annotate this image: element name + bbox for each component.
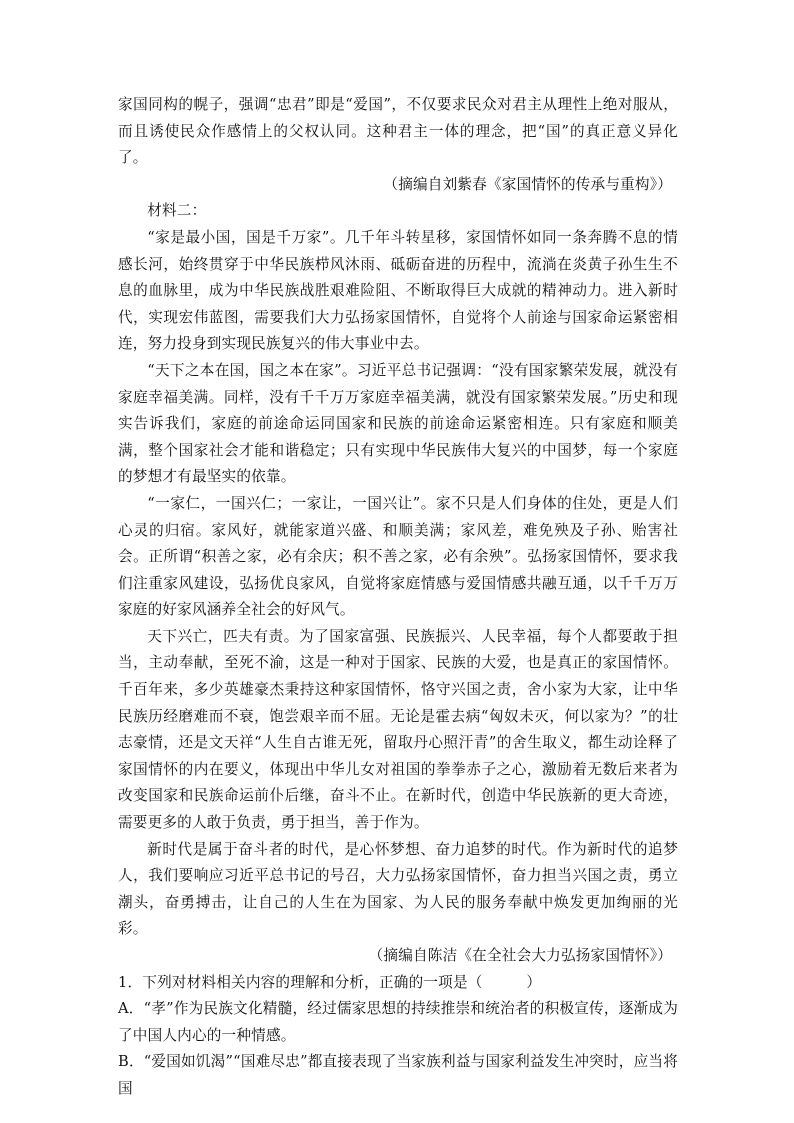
body-paragraph: 天下兴亡，匹夫有责。为了国家富强、民族振兴、人民幸福，每个人都要敢于担当，主动奉献，至死不渝，这是一种对于国家、民族的大爱，也是真正的家国情怀。千百年来，多少英雄豪杰秉持这种家国情怀，恪守兴国之责，舍小家为大家，让中华民族历经磨难而不衰，饱尝艰辛而不屈。无论是霍去病“匈奴未灭，何以家为？”的壮志豪情，还是文天祥“人生自古谁无死，留取丹心照汗青”的舍生取义，都生动诠释了家国情怀的内在要义，体现出中华儿女对祖国的拳拳赤子之心，激励着无数后来者为改变国家和民族命运前仆后继，奋斗不止。在新时代，创造中华民族新的更大奇迹，需要更多的人敢于负责，勇于担当，善于作为。 — [118, 627, 678, 832]
source-citation-1: （摘编自刘紫春《家国情怀的传承与重构》） — [383, 175, 672, 193]
option-b: B．“爱国如饥渴”“国难尽忠”都直接表现了当家族利益与国家利益发生冲突时，应当将国 — [118, 1053, 678, 1097]
question-stem-close: ） — [526, 973, 542, 991]
material-2-heading: 材料二： — [147, 202, 207, 220]
continuation-paragraph: 家国同构的幌子，强调“忠君”即是“爱国”，不仅要求民众对君主从理性上绝对服从，而且诱使民众作感情上的父权认同。这种君主一体的理念，把“国”的真正意义异化了。 — [118, 96, 678, 167]
body-paragraph: 新时代是属于奋斗者的时代，是心怀梦想、奋力追梦的时代。作为新时代的追梦人，我们要响应习近平总书记的号召，大力弘扬家国情怀，奋力担当兴国之责，勇立潮头，奋勇搏击，让自己的人生在为国家、为人民的服务奉献中焕发更加绚丽的光彩。 — [118, 840, 678, 938]
body-paragraph: “家是最小国，国是千万家”。几千年斗转星移，家国情怀如同一条奔腾不息的情感长河，始终贯穿于中华民族栉风沐雨、砥砺奋进的历程中，流淌在炎黄子孙生生不息的血脉里，成为中华民族战胜艰难险阻、不断取得巨大成就的精神动力。进入新时代，实现宏伟蓝图，需要我们大力弘扬家国情怀，自觉将个人前途与国家命运紧密相连，努力投身到实现民族复兴的伟大事业中去。 — [118, 228, 678, 353]
document-page — [118, 92, 678, 1103]
question-stem-text: 1．下列对材料相关内容的理解和分析，正确的一项是（ — [118, 973, 483, 991]
source-citation-2: （摘编自陈洁《在全社会大力弘扬家国情怀》） — [368, 947, 672, 964]
option-a: A．“孝”作为民族文化精髓，经过儒家思想的持续推崇和统治者的积极宣传，逐渐成为了中国人内心的一种情感。 — [118, 1000, 678, 1044]
question-1-stem — [118, 970, 678, 997]
body-paragraph: “天下之本在国，国之本在家”。习近平总书记强调：“没有国家繁荣发展，就没有家庭幸福美满。同样，没有千千万万家庭幸福美满，就没有国家繁荣发展。”历史和现实告诉我们，家庭的前途命运同国家和民族的前途命运紧密相连。只有家庭和顺美满，整个国家社会才能和谐稳定；只有实现中华民族伟大复兴的中国梦，每一个家庭的梦想才有最坚实的依靠。 — [118, 361, 678, 486]
body-paragraph: “一家仁，一国兴仁；一家让，一国兴让”。家不只是人们身体的住处，更是人们心灵的归宿。家风好，就能家道兴盛、和顺美满；家风差，难免殃及子孙、贻害社会。正所谓“积善之家，必有余庆；积不善之家，必有余殃”。弘扬家国情怀，要求我们注重家风建设，弘扬优良家风，自觉将家庭情感与爱国情感共融互通，以千千万万家庭的好家风涵养全社会的好风气。 — [118, 494, 678, 619]
